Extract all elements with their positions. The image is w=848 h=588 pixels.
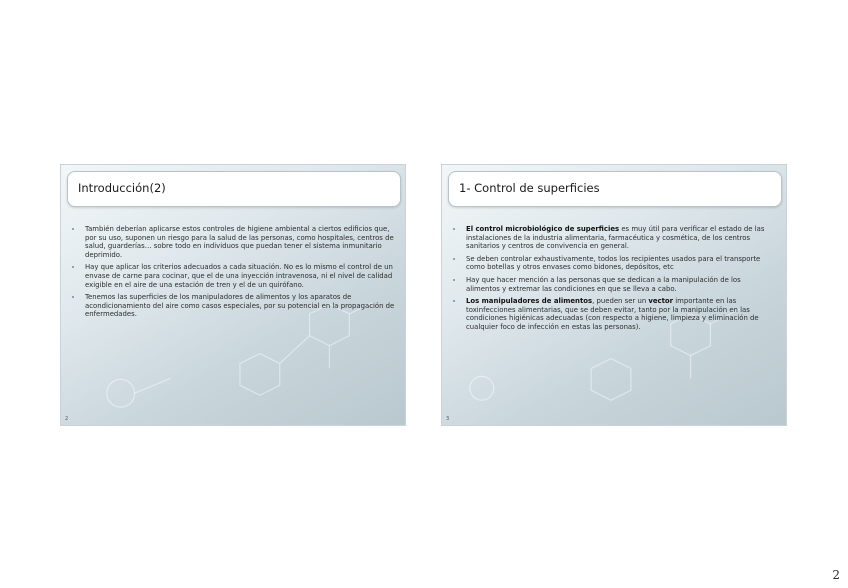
- slide-title: Introducción(2): [78, 181, 166, 195]
- bullet-item: [464, 255, 776, 272]
- bullet-item: [464, 297, 776, 331]
- bullet-item: [83, 263, 395, 289]
- bullet-item: [83, 293, 395, 319]
- bullet-list: [69, 225, 395, 319]
- bullet-text: importante en las toxinfecciones alimentarias, que se deben evitar, tanto por la manipulación en las condiciones higiénicas adecuadas (con respecto a higiene, limpieza y eliminación de cualquier foco de infección en estas las personas).: [466, 297, 759, 331]
- slide-body: [69, 225, 395, 323]
- bullet-bold-text: Los manipuladores de alimentos: [466, 297, 593, 306]
- bullet-list: [450, 225, 776, 332]
- bullet-text: También deberían aplicarse estos controles de higiene ambiental a ciertos edificios que, por su uso, suponen un riesgo para la salud de las personas, como hospitales, centros de salud, guarderías… sobre todo en individuos que puedan tener el sistema inmunitario deprimido.: [85, 225, 394, 259]
- slide-title-bar: [448, 171, 782, 207]
- bullet-bold-text: El control microbiológico de superficies: [466, 225, 620, 233]
- bullet-item: [83, 225, 395, 259]
- bullet-item: [464, 276, 776, 293]
- bullet-text: Hay que hacer mención a las personas que se dedican a la manipulación de los alimentos y extremar las condiciones en que se lleva a cabo.: [466, 275, 741, 293]
- bullet-item: [464, 225, 776, 251]
- bullet-text: Tenemos las superficies de los manipuladores de alimentos y los aparatos de acondicionamiento del aire como casos especiales, por su potencial en la propagación de enfermedades.: [85, 293, 395, 319]
- slide-title-bar: [67, 171, 401, 207]
- bullet-bold-text: vector: [648, 297, 674, 306]
- slide-number: 2: [65, 416, 69, 422]
- bullet-text: Hay que aplicar los criterios adecuados a cada situación. No es lo mismo el control de un envase de carne para cocinar, que el de una inyección intravenosa, ni el nivel de calidad exigible en el aire de una estación de tren y el de un quirófano.: [85, 263, 393, 289]
- slide-thumbnail-2: [441, 164, 787, 426]
- slide-body: [450, 225, 776, 336]
- bullet-text: , pueden ser un: [592, 297, 649, 306]
- bullet-text: Se deben controlar exhaustivamente, todos los recipientes usados para el transporte como botellas y otros envases como bidones, depósitos, etc: [466, 254, 761, 272]
- slide-thumbnail-1: [60, 164, 406, 426]
- page-number: 2: [832, 568, 840, 582]
- bullet-text: es muy útil para verificar el estado de las instalaciones de la industria alimentaria, farmacéutica y cosmética, de los centros sanitarios y centros de convivencia en general.: [466, 225, 765, 251]
- slide-number: 3: [446, 416, 450, 422]
- slide-title: 1- Control de superficies: [459, 181, 600, 195]
